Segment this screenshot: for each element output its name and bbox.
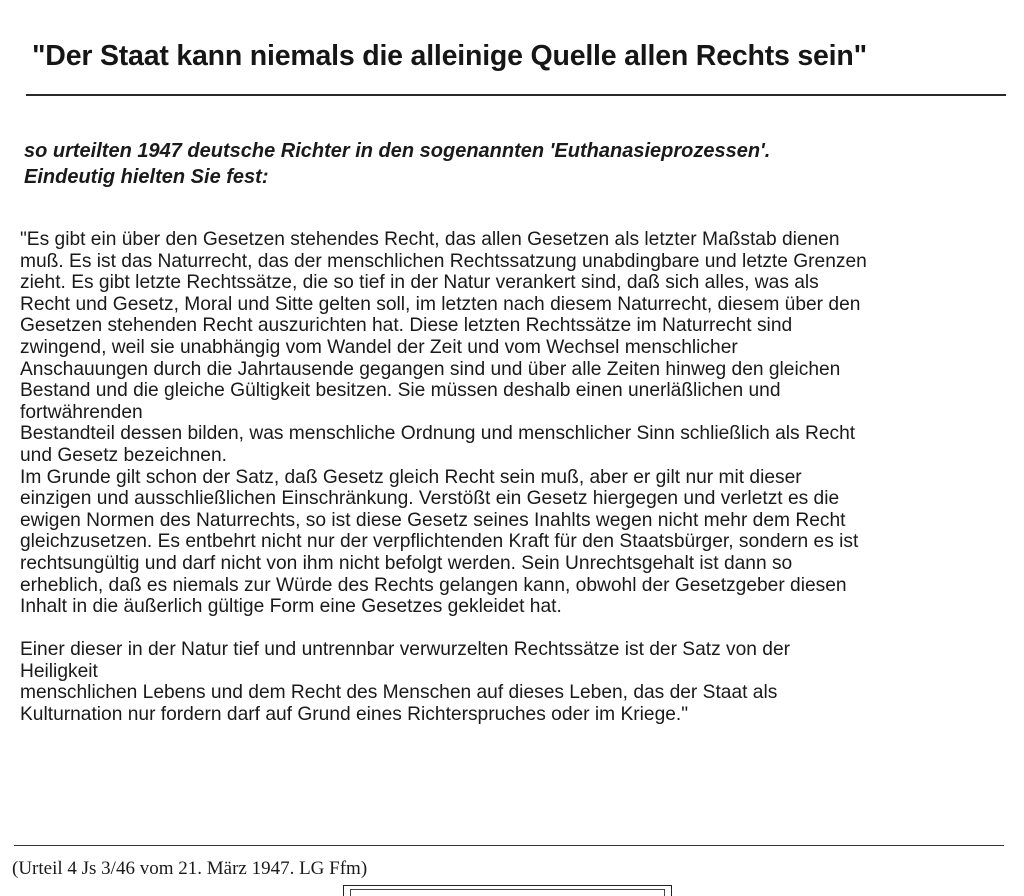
body-line: rechtsungültig und darf nicht von ihm nicht befolgt werden. Sein Unrechtsgehalt ist dann so: [20, 552, 793, 574]
source-citation: (Urteil 4 Js 3/46 vom 21. März 1947. LG Ffm): [12, 858, 368, 879]
intro-line: Eindeutig hielten Sie fest:: [24, 166, 269, 188]
body-line: Bestand und die gleiche Gültigkeit besitzen. Sie müssen deshalb einen unerläßlichen und: [20, 380, 781, 402]
body-line: Im Grunde gilt schon der Satz, daß Gesetz gleich Recht sein muß, aber er gilt nur mit dieser: [20, 466, 802, 488]
body-line: fortwährenden: [20, 401, 143, 423]
body-line: Heiligkeit: [20, 660, 98, 682]
body-line: Anschauungen durch die Jahrtausende gegangen sind und über alle Zeiten hinweg den gleichen: [20, 358, 841, 380]
body-line: gleichzusetzen. Es entbehrt nicht nur der verpflichtenden Kraft für den Staatsbürger, sondern es ist: [20, 531, 859, 553]
body-line: menschlichen Lebens und dem Recht des Menschen auf dieses Leben, das der Staat als: [20, 682, 778, 704]
intro-paragraph: [24, 138, 770, 190]
body-line: "Es gibt ein über den Gesetzen stehendes Recht, das allen Gesetzen als letzter Maßstab dienen: [20, 229, 840, 250]
document-title: "Der Staat kann niemals die alleinige Quelle allen Rechts sein": [32, 40, 867, 72]
title-divider: [26, 94, 1006, 96]
body-line: erheblich, daß es niemals zur Würde des Rechts gelangen kann, obwohl der Gesetzgeber diesen: [20, 574, 847, 596]
body-line: Kulturnation nur fordern darf auf Grund eines Richterspruches oder im Kriege.": [20, 704, 689, 726]
paragraph-gap: [20, 618, 1020, 640]
body-line: muß. Es ist das Naturrecht, das der menschlichen Rechtssatzung unabdingbare und letzte Grenzen: [20, 250, 867, 272]
body-line: ewigen Normen des Naturrechts, so ist diese Gesetz seines Inahlts wegen nicht mehr dem Recht: [20, 509, 846, 531]
quotation-body: [20, 229, 1020, 726]
body-line: Bestandteil dessen bilden, was menschliche Ordnung und menschlicher Sinn schließlich als Recht: [20, 423, 856, 445]
footer-divider: [14, 845, 1004, 846]
body-line: Inhalt in die äußerlich gültige Form eine Gesetzes gekleidet hat.: [20, 596, 562, 618]
body-line: Recht und Gesetz, Moral und Sitte gelten soll, im letzten nach diesem Naturrecht, diesem über den: [20, 293, 861, 315]
body-line: zieht. Es gibt letzte Rechtssätze, die so tief in der Natur verankert sind, daß sich alles, was als: [20, 272, 819, 294]
intro-line: so urteilten 1947 deutsche Richter in den sogenannten 'Euthanasieprozessen'.: [24, 140, 771, 162]
body-line: und Gesetz bezeichnen.: [20, 444, 227, 466]
body-line: Einer dieser in der Natur tief und untrennbar verwurzelten Rechtssätze ist der Satz von der: [20, 639, 791, 661]
body-line: einzigen und ausschließlichen Einschränkung. Verstößt ein Gesetz hiergegen und verletzt es die: [20, 488, 840, 510]
body-line: zwingend, weil sie unabhängig vom Wandel der Zeit und vom Wechsel menschlicher: [20, 336, 738, 358]
body-line: Gesetzen stehenden Recht auszurichten hat. Diese letzten Rechtssätze im Naturrecht sind: [20, 315, 793, 337]
